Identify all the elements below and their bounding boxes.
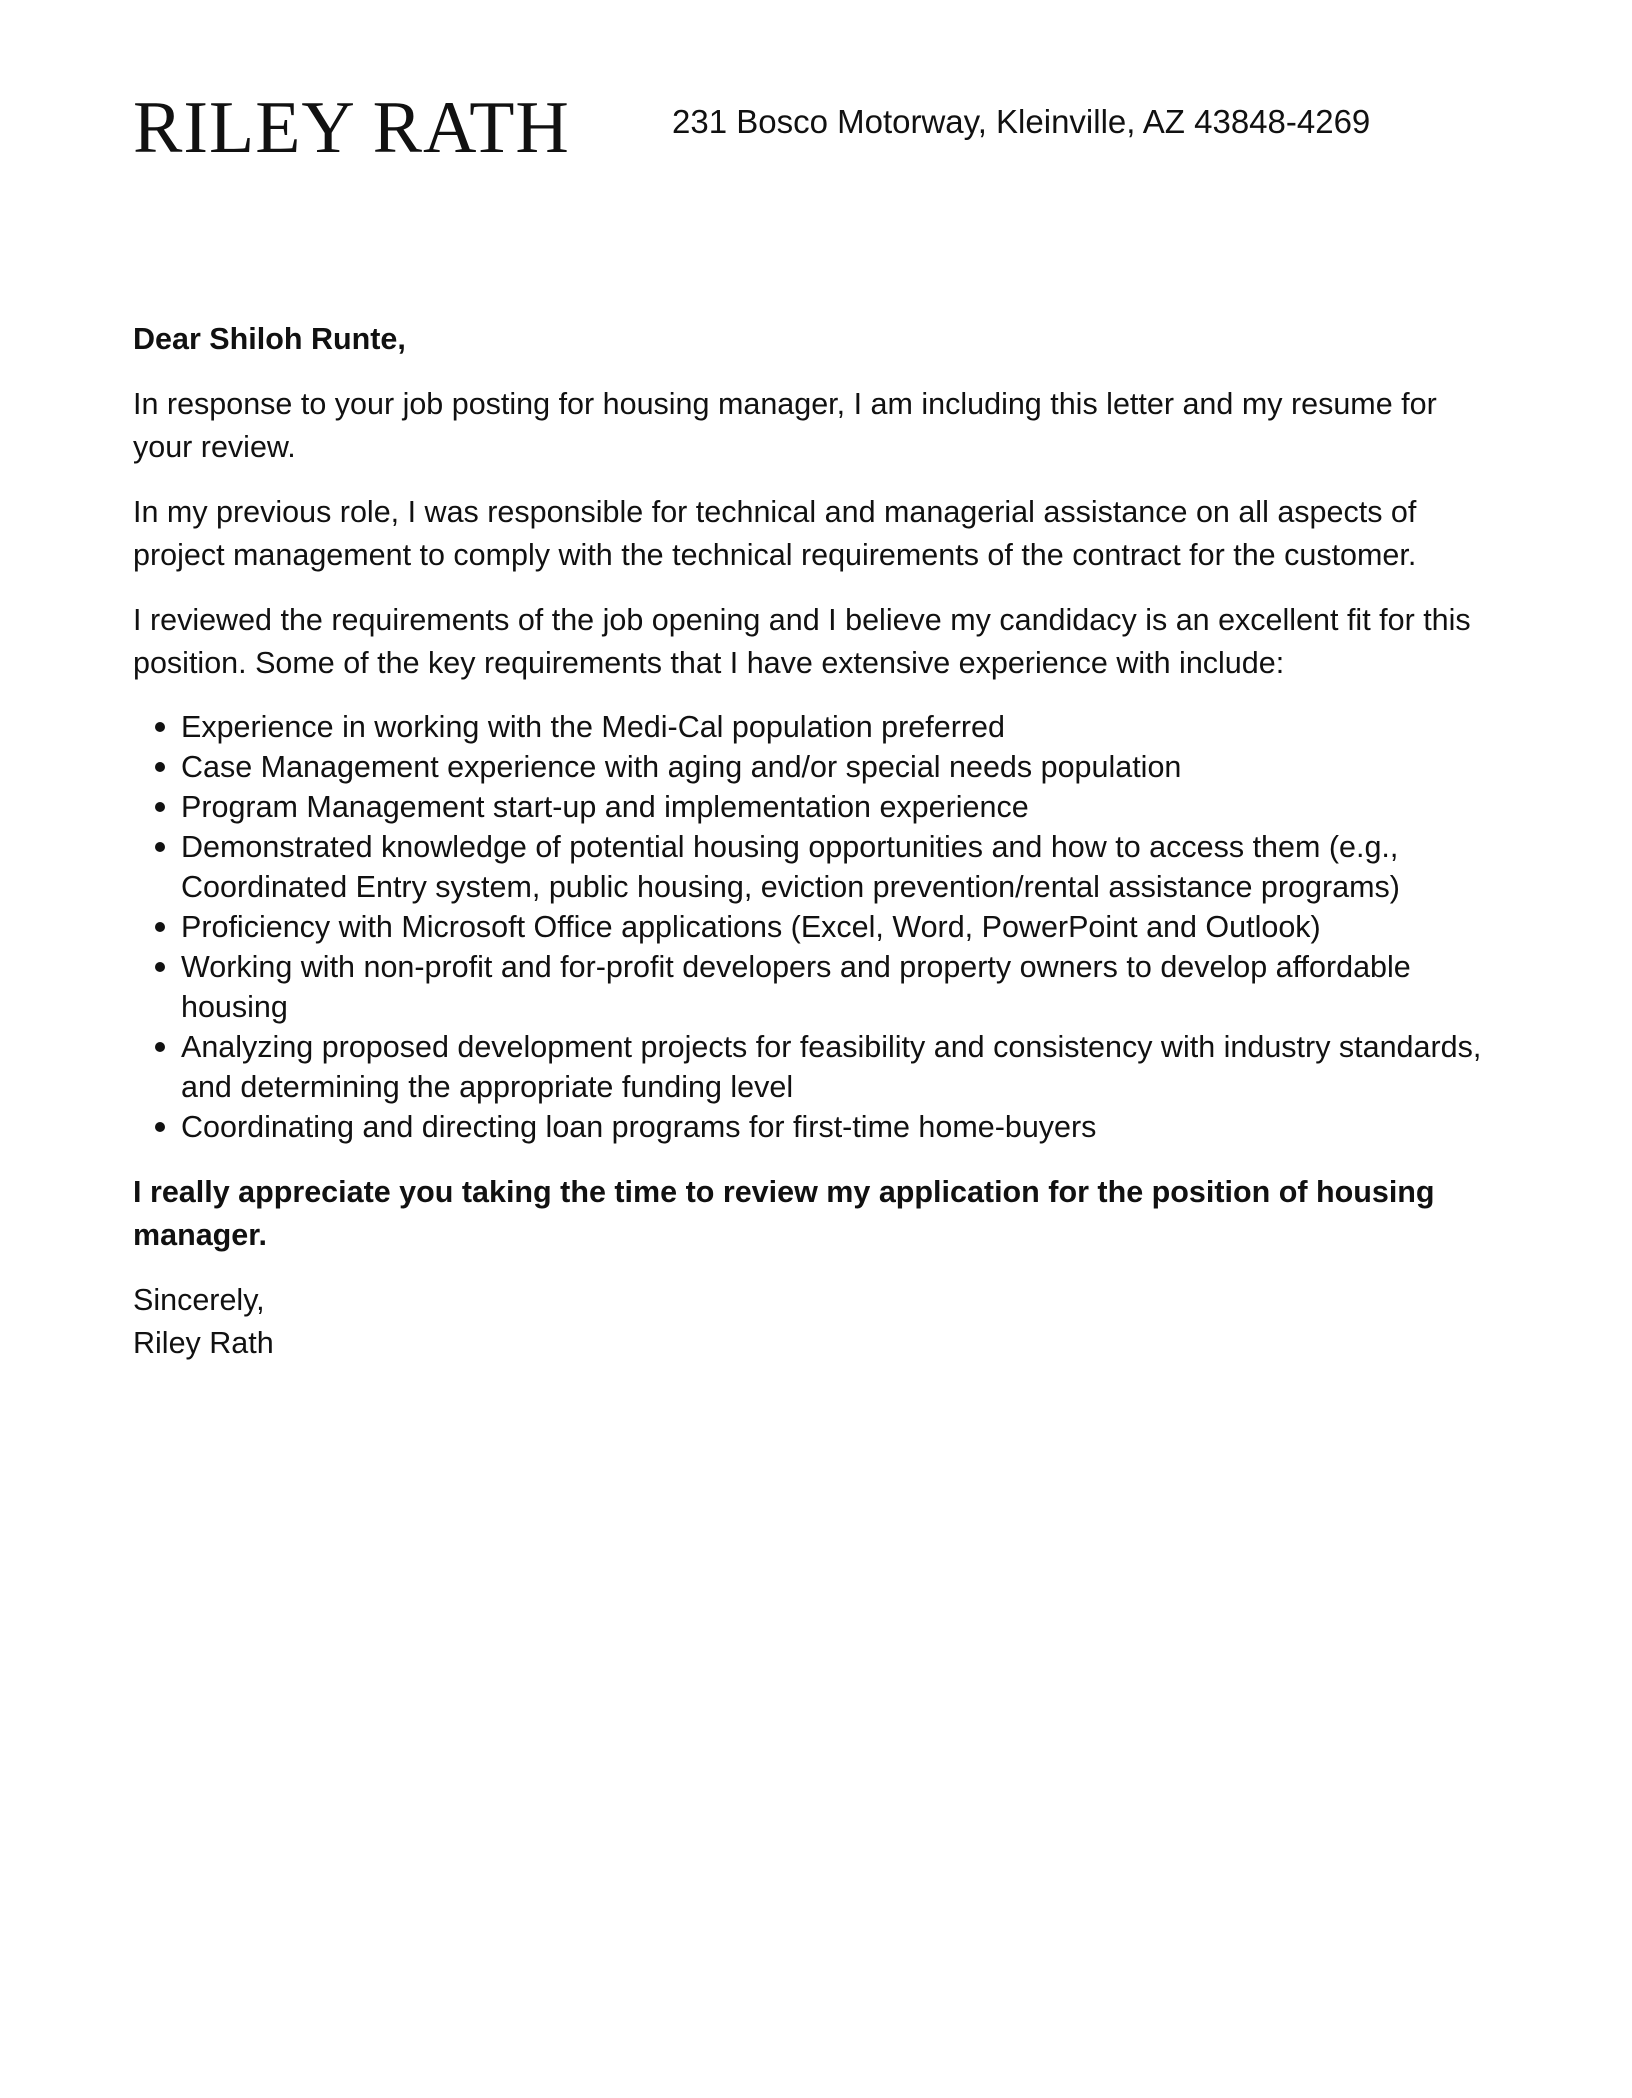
bullet-icon (155, 722, 165, 732)
list-item-text: Program Management start-up and implementation experience (181, 790, 1029, 824)
list-item (133, 1107, 1483, 1147)
list-item (133, 1027, 1483, 1107)
list-item-text: Experience in working with the Medi-Cal population preferred (181, 710, 1005, 744)
list-item (133, 947, 1483, 1027)
signature-name: Riley Rath (133, 1326, 274, 1360)
list-item-text: Coordinating and directing loan programs for first-time home-buyers (181, 1110, 1097, 1144)
previous-role-paragraph: In my previous role, I was responsible for technical and managerial assistance on all aspects of project management to comply with the technical requirements of the contract for the customer. (133, 495, 1417, 572)
letterhead (133, 88, 1513, 168)
bullet-icon (155, 802, 165, 812)
list-item (133, 907, 1483, 947)
list-item (133, 827, 1483, 907)
list-item-text: Proficiency with Microsoft Office applications (Excel, Word, PowerPoint and Outlook) (181, 910, 1321, 944)
closing-paragraph: I really appreciate you taking the time to review my application for the position of housing manager. (133, 1175, 1435, 1252)
list-item (133, 707, 1483, 747)
intro-paragraph: In response to your job posting for housing manager, I am including this letter and my resume for your review. (133, 387, 1437, 464)
sender-name: RILEY RATH (133, 87, 570, 169)
list-item-text: Case Management experience with aging and/or special needs population (181, 750, 1182, 784)
sender-address: 231 Bosco Motorway, Kleinville, AZ 43848-4269 (672, 103, 1371, 140)
list-item-text: Analyzing proposed development projects for feasibility and consistency with industry standards, and determining the appropriate funding level (181, 1030, 1482, 1104)
bullet-icon (155, 1042, 165, 1052)
list-item (133, 747, 1483, 787)
bullet-icon (155, 922, 165, 932)
bullet-icon (155, 1122, 165, 1132)
bullet-icon (155, 762, 165, 772)
salutation: Dear Shiloh Runte, (133, 322, 406, 356)
list-item-text: Demonstrated knowledge of potential housing opportunities and how to access them (e.g., Coordinated Entry system, public housing, eviction prevention/rental assistance programs) (181, 830, 1400, 904)
requirements-intro-paragraph: I reviewed the requirements of the job opening and I believe my candidacy is an excellent fit for this position. Some of the key requirements that I have extensive experience with include: (133, 603, 1471, 680)
letter-body (133, 318, 1483, 1365)
bullet-icon (155, 962, 165, 972)
bullet-icon (155, 842, 165, 852)
list-item (133, 787, 1483, 827)
list-item-text: Working with non-profit and for-profit developers and property owners to develop affordable housing (181, 950, 1411, 1024)
signoff: Sincerely, (133, 1283, 265, 1317)
requirements-list (133, 707, 1483, 1147)
